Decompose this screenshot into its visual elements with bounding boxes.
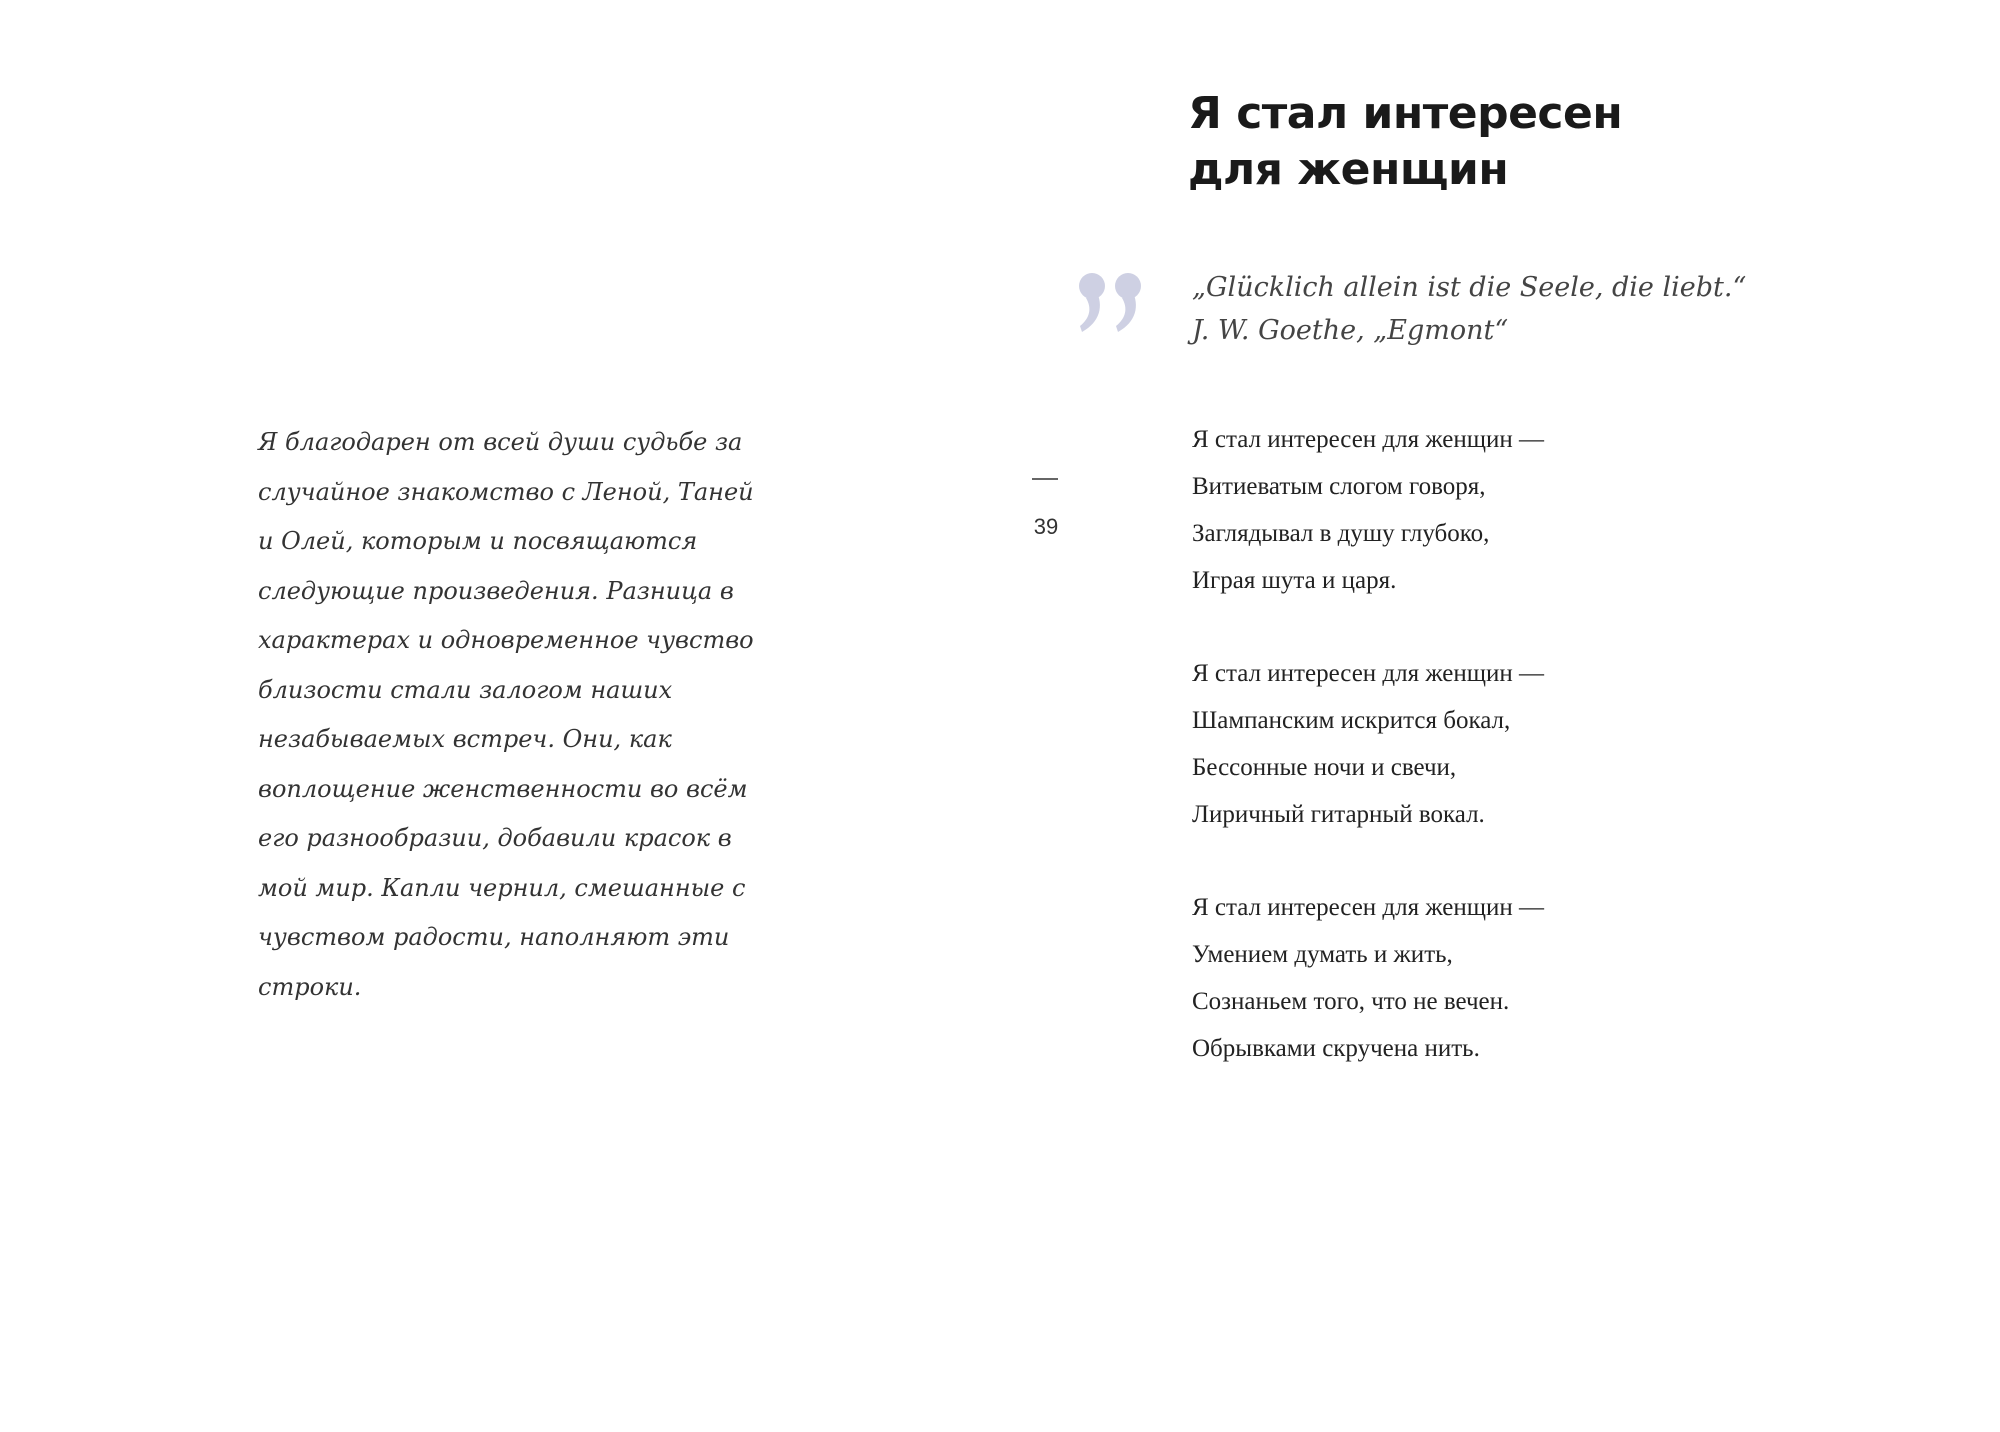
page-number: 39 <box>1033 514 1059 539</box>
verse-line: Сознаньем того, что не вечен. <box>1192 988 1510 1015</box>
verse-line: Витиеватым слогом говоря, <box>1192 473 1486 500</box>
dedication-line: незабываемых встреч. Они, как <box>258 725 672 753</box>
stanza <box>1192 416 1544 604</box>
poem-title-line: Я стал интересен <box>1188 88 1623 139</box>
epigraph-quote: „Glücklich allein ist die Seele, die liebt.“ <box>1192 272 1747 303</box>
verse-line: Я стал интересен для женщин — <box>1192 660 1545 687</box>
poem-title-line: для женщин <box>1188 144 1509 195</box>
dedication-line: его разнообразии, добавили красок в <box>258 824 732 852</box>
verse-line: Шампанским искрится бокал, <box>1192 707 1511 734</box>
verse-line: Лиричный гитарный вокал. <box>1192 801 1485 828</box>
verse-line: Я стал интересен для женщин — <box>1192 426 1545 453</box>
quote-icon <box>1074 262 1150 342</box>
verse-line: Бессонные ночи и свечи, <box>1192 754 1457 781</box>
dedication-line: мой мир. Капли чернил, смешанные с <box>258 873 746 902</box>
verse-line: Обрывками скручена нить. <box>1192 1035 1480 1062</box>
epigraph-attribution: J. W. Goethe, „Egmont“ <box>1192 315 1509 346</box>
dedication-line: следующие произведения. Разница в <box>258 576 734 605</box>
dedication-line: и Олей, которым и посвящаются <box>258 527 698 555</box>
dedication-line: Я благодарен от всей души судьбе за <box>258 428 743 456</box>
verse-line: Играя шута и царя. <box>1192 567 1397 594</box>
poem-body <box>1192 416 1544 1118</box>
dedication-line: характерах и одновременное чувство <box>258 626 754 654</box>
stanza <box>1192 884 1544 1072</box>
dedication-line: случайное знакомство с Леной, Таней <box>258 477 754 506</box>
verse-line: Умением думать и жить, <box>1192 941 1453 968</box>
stanza <box>1192 650 1544 838</box>
dedication-line: чувством радости, наполняют эти <box>258 923 730 951</box>
dedication-line: строки. <box>258 972 362 1001</box>
dedication-line: воплощение женственности во всём <box>258 774 748 803</box>
verse-line: Я стал интересен для женщин — <box>1192 894 1545 921</box>
page-number-dash <box>1032 478 1058 480</box>
poem-title <box>1188 86 1622 198</box>
epigraph <box>1192 266 1746 352</box>
dedication-text <box>258 418 754 1012</box>
verse-line: Заглядывал в душу глубоко, <box>1192 520 1490 547</box>
dedication-line: близости стали залогом наших <box>258 675 673 704</box>
